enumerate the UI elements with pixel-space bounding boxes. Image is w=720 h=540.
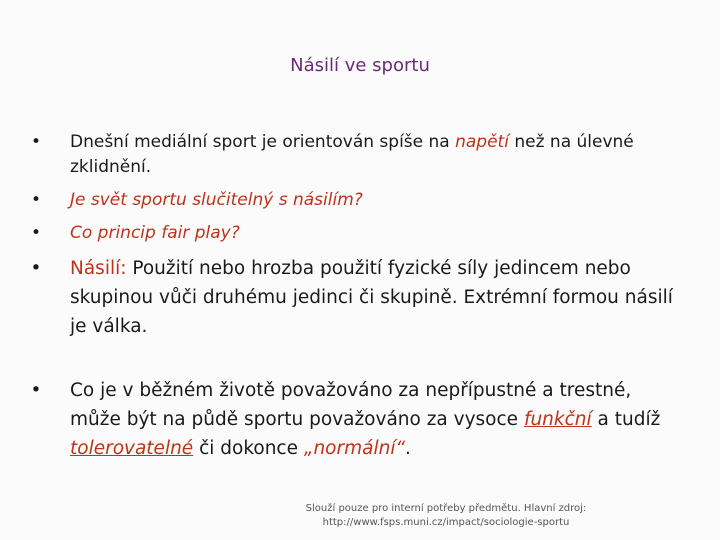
bullet-marker: • (30, 380, 42, 401)
definition-term: Násilí: (70, 258, 127, 279)
bullet-item-tolerance (24, 376, 674, 463)
bullet-marker: • (30, 190, 42, 210)
bullet-item-definition (24, 254, 674, 341)
question-text: Je svět sportu slučitelný s násilím? (70, 190, 363, 210)
bullet-text: Co je v běžném životě považováno za nepřípustné a trestné, může být na půdě sportu považováno za vysoce (70, 380, 632, 430)
footer-url: http://www.fsps.muni.cz/impact/sociologie-sportu (322, 517, 570, 528)
bullet-text: než na úlevné zklidnění. (70, 132, 634, 177)
bullet-item-question-fairplay (24, 221, 674, 246)
bullet-text: . (405, 438, 411, 459)
bullet-marker: • (30, 223, 42, 243)
slide-title: Násilí ve sportu (290, 55, 430, 76)
bullet-text: či dokonce (193, 438, 304, 459)
bullet-text: a tudíž (591, 409, 661, 430)
bullet-marker: • (30, 258, 42, 279)
highlight-normalni: „normální“ (303, 438, 406, 459)
bullet-list (24, 130, 674, 471)
bullet-item-question-violence (24, 188, 674, 213)
definition-text: Použití nebo hrozba použití fyzické síly jedincem nebo skupinou vůči druhému jedinci či skupině. Extrémní formou násilí je válka. (70, 258, 673, 337)
footer-source-note (296, 502, 596, 530)
bullet-item-media-sport (24, 130, 674, 180)
highlight-funkcni: funkční (523, 409, 592, 430)
question-text: Co princip fair play? (70, 223, 240, 243)
highlight-napeti: napětí (455, 132, 509, 152)
bullet-marker: • (30, 132, 42, 152)
highlight-tolerovatelne: tolerovatelné (70, 438, 194, 459)
bullet-text: Dnešní mediální sport je orientován spíše na (70, 132, 456, 152)
footer-line: Slouží pouze pro interní potřeby předmětu. Hlavní zdroj: (305, 503, 587, 514)
